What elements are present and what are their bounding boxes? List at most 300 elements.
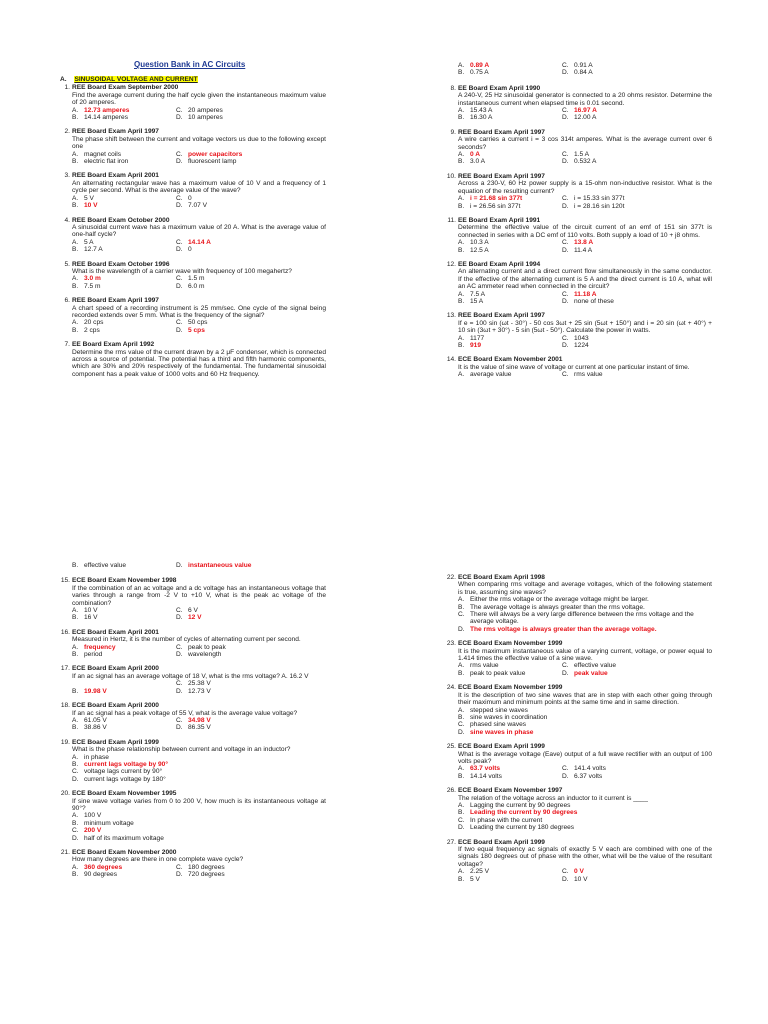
options-grid bbox=[458, 662, 712, 677]
option-letter: A. bbox=[458, 706, 465, 714]
exam-source: ECE Board Exam April 1999 bbox=[458, 838, 545, 846]
options-grid bbox=[72, 151, 326, 166]
option-correct bbox=[72, 864, 176, 871]
question-item bbox=[446, 787, 712, 831]
option-text: peak to peak value bbox=[470, 669, 526, 677]
option-text: 10 V bbox=[84, 202, 98, 210]
question-text: Measured in Hertz, it is the number of cycles of alternating current per second. bbox=[72, 636, 301, 644]
option bbox=[458, 114, 562, 121]
option bbox=[176, 275, 326, 282]
question-number: 19. bbox=[60, 738, 70, 746]
section-label: SINUSOIDAL VOLTAGE AND CURRENT bbox=[74, 76, 198, 83]
option-text: 919 bbox=[470, 342, 482, 349]
option-text: instantaneous value bbox=[188, 562, 252, 569]
options-grid bbox=[72, 680, 326, 695]
option-text: 14.14 amperes bbox=[84, 114, 128, 122]
option bbox=[72, 768, 326, 775]
exam-source: EE Board Exam April 1992 bbox=[72, 341, 155, 349]
option bbox=[72, 607, 176, 614]
option-text: 16 V bbox=[84, 614, 98, 622]
option-letter: B. bbox=[458, 603, 465, 611]
exam-source: ECE Board Exam November 1999 bbox=[458, 640, 563, 648]
option-letter: D. bbox=[562, 158, 569, 166]
option bbox=[72, 562, 176, 569]
option-text: 360 degrees bbox=[84, 863, 123, 871]
option-letter: A. bbox=[72, 716, 79, 724]
exam-source: ECE Board Exam April 2001 bbox=[72, 628, 159, 636]
option-letter: D. bbox=[176, 202, 183, 210]
section-heading bbox=[60, 76, 326, 83]
options-grid bbox=[458, 195, 712, 210]
option-letter: B. bbox=[72, 158, 79, 166]
option bbox=[72, 651, 176, 658]
option-letter: D. bbox=[562, 297, 569, 305]
option-letter: A. bbox=[72, 753, 79, 761]
option-letter: D. bbox=[562, 669, 569, 677]
question-text: The relation of the voltage across an inductor to it current is ____ bbox=[458, 794, 648, 802]
option-correct bbox=[176, 239, 326, 246]
option-letter: A. bbox=[458, 801, 465, 809]
option-letter: C. bbox=[562, 239, 569, 247]
question-number: 2. bbox=[64, 128, 70, 136]
option-text: 0.89 A bbox=[470, 62, 490, 69]
option-letter: D. bbox=[176, 282, 183, 290]
option-letter: B. bbox=[458, 246, 465, 254]
option bbox=[72, 614, 176, 621]
question-item bbox=[446, 85, 712, 122]
option bbox=[458, 604, 712, 611]
option bbox=[72, 754, 326, 761]
question-text: If sine wave voltage varies from 0 to 200 V, how much is its instantaneous voltage at 90°? bbox=[72, 797, 326, 812]
option-letter: A. bbox=[458, 371, 465, 379]
option bbox=[562, 195, 712, 202]
column-top-left bbox=[60, 76, 326, 385]
question-number: 23. bbox=[446, 640, 456, 648]
question-item bbox=[60, 739, 326, 783]
option bbox=[562, 765, 712, 772]
option-letter: B. bbox=[458, 713, 465, 721]
option bbox=[72, 114, 176, 121]
question-item bbox=[446, 574, 712, 633]
option-text: Leading the current by 180 degrees bbox=[470, 824, 575, 832]
option bbox=[72, 319, 176, 326]
option-text: 13.8 A bbox=[574, 239, 594, 247]
option-letter: C. bbox=[562, 868, 569, 876]
option-text: 0.84 A bbox=[574, 69, 593, 77]
option-text: 5 cps bbox=[188, 326, 205, 334]
option-correct bbox=[72, 275, 176, 282]
option-text: 0 A bbox=[470, 151, 481, 159]
option-letter: A. bbox=[72, 319, 79, 327]
option bbox=[176, 871, 326, 878]
option-letter: B. bbox=[458, 158, 465, 166]
question-number: 16. bbox=[60, 628, 70, 636]
option bbox=[562, 158, 712, 165]
question-text: A 240-V, 25 Hz sinusoidal generator is connected to a 20 ohms resistor. Determine the instantaneous current when elapsed time is 0.01 second. bbox=[458, 92, 712, 107]
question-item bbox=[446, 640, 712, 677]
option-text: wavelength bbox=[188, 651, 222, 659]
option-text: 16.30 A bbox=[470, 114, 493, 122]
option-text: 1.5 A bbox=[574, 151, 590, 159]
option-letter: C. bbox=[562, 662, 569, 670]
option-text: 0.532 A bbox=[574, 158, 597, 166]
option-letter: A. bbox=[72, 275, 79, 283]
question-text: The phase shift between the current and voltage vectors us due to the following except one bbox=[72, 135, 326, 151]
option-letter: C. bbox=[562, 371, 569, 379]
option-text: 7.5 A bbox=[470, 290, 486, 298]
option-text: 200 V bbox=[84, 827, 102, 835]
exam-source: REE Board Exam September 2000 bbox=[72, 84, 179, 92]
exam-source: ECE Board Exam November 1995 bbox=[72, 790, 177, 798]
option-text: 12.73 amperes bbox=[84, 106, 130, 114]
question-number: 5. bbox=[64, 260, 70, 268]
option-letter: C. bbox=[562, 334, 569, 342]
option bbox=[562, 62, 712, 69]
option-text: sine waves in phase bbox=[470, 728, 534, 736]
option bbox=[176, 724, 326, 731]
option-text: The average voltage is always greater than the rms voltage. bbox=[470, 603, 645, 611]
question-text: If an ac signal has a peak voltage of 55 V, what is the average value voltage? bbox=[72, 709, 298, 717]
question-text: A sinusoidal current wave has a maximum value of 20 A. What is the average value of one-half cycle? bbox=[72, 223, 326, 239]
option-letter: C. bbox=[176, 643, 183, 651]
exam-source: ECE Board Exam November 1998 bbox=[72, 577, 177, 585]
option-text: 61.05 V bbox=[84, 716, 107, 724]
option-letter: D. bbox=[562, 772, 569, 780]
option-text: 16.97 A bbox=[574, 107, 597, 115]
question-item bbox=[446, 684, 712, 736]
option bbox=[562, 662, 712, 669]
option-correct bbox=[176, 562, 326, 569]
option-text: 11.4 A bbox=[574, 246, 593, 254]
option-letter: B. bbox=[72, 202, 79, 210]
option-text: current lags voltage by 180° bbox=[84, 775, 166, 783]
options-grid bbox=[72, 195, 326, 210]
option bbox=[562, 247, 712, 254]
option-letter: D. bbox=[176, 562, 183, 569]
option-letter: A. bbox=[458, 334, 465, 342]
option-text: frequency bbox=[84, 643, 116, 651]
option-letter: B. bbox=[458, 875, 465, 883]
option-letter: A. bbox=[458, 239, 465, 247]
question-item bbox=[60, 702, 326, 732]
option-correct bbox=[562, 868, 712, 875]
question-item bbox=[60, 172, 326, 209]
option bbox=[458, 69, 562, 76]
option-text: 6 V bbox=[188, 607, 198, 615]
option bbox=[458, 239, 562, 246]
option-letter: B. bbox=[72, 819, 79, 827]
option-correct bbox=[72, 644, 176, 651]
option bbox=[458, 721, 712, 728]
exam-source: REE Board Exam April 1997 bbox=[72, 297, 159, 305]
option-letter: D. bbox=[562, 342, 569, 349]
exam-source: REE Board Exam October 2000 bbox=[72, 216, 170, 224]
option bbox=[176, 864, 326, 871]
question-text: When comparing rms voltage and average voltages, which of the following statement is true, assuming sine waves? bbox=[458, 581, 712, 596]
question-text: A chart speed of a recording instrument is 25 mm/sec. One cycle of the signal being recorded extends over 5 mm. What is the frequency of the signal? bbox=[72, 304, 326, 319]
option-letter: A. bbox=[72, 238, 79, 246]
option-letter: B. bbox=[72, 326, 79, 334]
option-text: period bbox=[84, 651, 103, 659]
option-text: 0 bbox=[188, 194, 192, 202]
option-letter: D. bbox=[562, 875, 569, 883]
options-grid bbox=[72, 717, 326, 732]
option-text: There will always be a very large difference between the rms voltage and the average voltage. bbox=[470, 611, 694, 626]
question-text: If the combination of an ac voltage and a dc voltage has an instantaneous voltage that varies through a range from -2 V to +10 V, what is the peak ac voltage of the combination? bbox=[72, 584, 326, 607]
option-letter: B. bbox=[72, 871, 79, 879]
option-letter: D. bbox=[176, 326, 183, 334]
question-number: 24. bbox=[446, 684, 456, 692]
option-correct bbox=[458, 626, 712, 633]
option-letter: C. bbox=[458, 721, 465, 729]
exam-source: ECE Board Exam April 1999 bbox=[458, 743, 545, 751]
options-grid bbox=[72, 107, 326, 122]
option bbox=[176, 107, 326, 114]
option bbox=[72, 195, 176, 202]
option-letter: D. bbox=[176, 158, 183, 166]
option bbox=[72, 246, 176, 253]
option-text: 141.4 volts bbox=[574, 765, 606, 773]
exam-source: ECE Board Exam November 1999 bbox=[458, 684, 563, 692]
options-list bbox=[458, 802, 712, 832]
option-text: 1177 bbox=[470, 334, 485, 342]
option-letter: A. bbox=[458, 290, 465, 298]
options-grid bbox=[458, 239, 712, 254]
option-letter: B. bbox=[72, 114, 79, 122]
option bbox=[562, 203, 712, 210]
column-bottom-left bbox=[60, 562, 326, 886]
option bbox=[458, 107, 562, 114]
options-grid bbox=[458, 291, 712, 306]
option-letter: A. bbox=[458, 868, 465, 876]
option-letter: A. bbox=[458, 62, 465, 69]
option-correct bbox=[176, 717, 326, 724]
question-item bbox=[446, 129, 712, 166]
option-letter: B. bbox=[72, 724, 79, 732]
option-letter: B. bbox=[72, 651, 79, 659]
question-item bbox=[60, 217, 326, 254]
question-number: 17. bbox=[60, 665, 70, 673]
options-grid bbox=[72, 607, 326, 622]
option-letter: D. bbox=[458, 728, 465, 736]
option-letter bbox=[72, 680, 84, 687]
option-text: power capacitors bbox=[188, 150, 243, 158]
question-item bbox=[446, 839, 712, 883]
option bbox=[458, 662, 562, 669]
option-text: 14.14 volts bbox=[470, 772, 502, 780]
option-letter: D. bbox=[458, 625, 465, 633]
option bbox=[458, 876, 562, 883]
option-correct bbox=[458, 809, 712, 816]
question-text: If e = 100 sin (ωt - 30°) - 50 cos 3ωt + 25 sin (5ωt + 150°) and i = 20 sin (ωt + 40°) + 10 sin (3ωt + 30°) - 5 sin (5ωt - 50°). Calculate the power in watts. bbox=[458, 319, 712, 335]
question-item bbox=[60, 341, 326, 378]
option-text: 50 cps bbox=[188, 319, 208, 327]
option bbox=[176, 114, 326, 121]
option bbox=[176, 195, 326, 202]
option bbox=[72, 680, 176, 687]
option bbox=[176, 651, 326, 658]
option-text: 1.5 m bbox=[188, 275, 205, 283]
option bbox=[458, 247, 562, 254]
question-item bbox=[60, 665, 326, 695]
column-top-right bbox=[446, 62, 712, 386]
option bbox=[72, 871, 176, 878]
question-text: How many degrees are there in one complete wave cycle? bbox=[72, 856, 244, 864]
option bbox=[562, 773, 712, 780]
options-list bbox=[458, 707, 712, 737]
option-correct bbox=[562, 291, 712, 298]
option bbox=[72, 835, 326, 842]
option-text: 20 cps bbox=[84, 319, 104, 327]
option-letter: C. bbox=[562, 290, 569, 298]
options-grid bbox=[72, 644, 326, 659]
option-letter: C. bbox=[562, 151, 569, 159]
exam-source: EE Board Exam April 1991 bbox=[458, 216, 541, 224]
option bbox=[458, 714, 712, 721]
question-item bbox=[446, 173, 712, 210]
option-letter: C. bbox=[562, 62, 569, 69]
question-number: 9. bbox=[450, 128, 456, 136]
option-text: 20 amperes bbox=[188, 106, 223, 114]
option-letter: B. bbox=[458, 809, 465, 817]
option-letter: C. bbox=[72, 768, 79, 776]
question-item bbox=[60, 790, 326, 842]
option-text: 2.25 V bbox=[470, 868, 490, 876]
option bbox=[72, 327, 176, 334]
option bbox=[72, 283, 176, 290]
option-correct bbox=[458, 195, 562, 202]
question-number: 14. bbox=[446, 356, 456, 364]
option-text: rms value bbox=[574, 371, 603, 379]
options-grid bbox=[458, 765, 712, 780]
option-letter: A. bbox=[72, 150, 79, 158]
option bbox=[458, 596, 712, 603]
options-grid bbox=[72, 864, 326, 879]
option-letter: D. bbox=[176, 614, 183, 622]
question-item bbox=[60, 297, 326, 334]
option-letter: C. bbox=[176, 238, 183, 246]
options-grid bbox=[458, 868, 712, 883]
option bbox=[176, 688, 326, 695]
question-number: 6. bbox=[64, 297, 70, 305]
option bbox=[72, 158, 176, 165]
option-text: i = 28.16 sin 120t bbox=[574, 202, 625, 210]
option-letter: C. bbox=[176, 319, 183, 327]
option-letter: D. bbox=[562, 202, 569, 210]
exam-source: REE Board Exam April 1997 bbox=[458, 172, 545, 180]
option-correct bbox=[458, 342, 562, 349]
option bbox=[72, 724, 176, 731]
option-letter: C. bbox=[562, 195, 569, 203]
question-text: It is the description of two sine waves that are in step with each other going through their maximum and minimum points at the same time and in same direction. bbox=[458, 691, 712, 707]
options-grid bbox=[72, 319, 326, 334]
question-item bbox=[60, 128, 326, 165]
option-correct bbox=[562, 239, 712, 246]
option bbox=[176, 644, 326, 651]
options-grid bbox=[72, 275, 326, 290]
option-letter: D. bbox=[176, 114, 183, 122]
option-correct bbox=[72, 107, 176, 114]
option-text: current lags voltage by 90° bbox=[84, 760, 168, 768]
option-correct bbox=[458, 62, 562, 69]
option-letter: B. bbox=[72, 282, 79, 290]
option bbox=[458, 670, 562, 677]
exam-source: EE Board Exam April 1994 bbox=[458, 260, 541, 268]
option-correct bbox=[458, 729, 712, 736]
question-number: 15. bbox=[60, 577, 70, 585]
option bbox=[72, 239, 176, 246]
question-text: If an ac signal has an average voltage of 18 V, what is the rms voltage? A. 16.2 V bbox=[72, 672, 309, 680]
question-number: 20. bbox=[60, 790, 70, 798]
question-number: 26. bbox=[446, 787, 456, 795]
question-item bbox=[446, 312, 712, 349]
option-text: average value bbox=[470, 371, 512, 379]
question-item bbox=[60, 577, 326, 621]
option-correct bbox=[176, 327, 326, 334]
option-correct bbox=[72, 202, 176, 209]
question-number: 27. bbox=[446, 838, 456, 846]
option-correct bbox=[176, 614, 326, 621]
option-letter: C. bbox=[176, 680, 183, 688]
question-text: What is the phase relationship between current and voltage in an inductor? bbox=[72, 746, 291, 754]
question-item bbox=[60, 84, 326, 121]
option-letter: D. bbox=[458, 824, 465, 832]
option-letter: C. bbox=[458, 611, 465, 619]
option-text: peak to peak bbox=[188, 643, 226, 651]
option-text: The rms voltage is always greater than the average voltage. bbox=[470, 625, 657, 633]
option bbox=[72, 820, 326, 827]
question-text: Determine the rms value of the current drawn by a 2 μF condenser, which is connected across a source of potential. The potential has a third and fifth harmonic components, which are 30% and 20% respectively of the fundamental. The fundamental sinusoidal component has a peak value of 1000 volts and 60 Hz frequency. bbox=[72, 348, 326, 378]
option-text: 11.18 A bbox=[574, 290, 597, 298]
option-letter: B. bbox=[458, 342, 465, 349]
option-text: phased sine waves bbox=[470, 721, 527, 729]
question-item bbox=[60, 261, 326, 291]
option-correct bbox=[176, 151, 326, 158]
question-item bbox=[446, 356, 712, 378]
option-text: 12 V bbox=[188, 614, 202, 622]
option-text: 90 degrees bbox=[84, 871, 117, 879]
option bbox=[562, 371, 712, 378]
option-correct bbox=[458, 765, 562, 772]
option-letter: B. bbox=[72, 246, 79, 254]
option-text: 38.86 V bbox=[84, 724, 107, 732]
question-text: Find the average current during the half cycle given the instantaneous maximum value of 20 amperes. bbox=[72, 91, 326, 107]
option-text: in phase bbox=[84, 753, 109, 761]
option-letter: C. bbox=[458, 816, 465, 824]
option bbox=[458, 773, 562, 780]
option-text: 720 degrees bbox=[188, 871, 225, 879]
option-correct bbox=[72, 827, 326, 834]
option-text: 7.07 V bbox=[188, 202, 208, 210]
exam-source: ECE Board Exam April 1999 bbox=[72, 738, 159, 746]
option-letter: A. bbox=[72, 106, 79, 114]
option bbox=[458, 868, 562, 875]
options-grid bbox=[458, 371, 712, 378]
option-letter: A. bbox=[458, 765, 465, 773]
option bbox=[458, 802, 712, 809]
question-number: 12. bbox=[446, 260, 456, 268]
option-text: voltage lags current by 90° bbox=[84, 768, 163, 776]
option-letter: C. bbox=[176, 863, 183, 871]
question-text: What is the wavelength of a carrier wave with frequency of 100 megahertz? bbox=[72, 267, 292, 275]
option bbox=[176, 202, 326, 209]
option-text: 19.98 V bbox=[84, 687, 107, 695]
exam-source: ECE Board Exam April 1998 bbox=[458, 574, 545, 581]
option-letter: C. bbox=[72, 827, 79, 835]
option-text: half of its maximum voltage bbox=[84, 834, 164, 842]
option-letter: C. bbox=[562, 765, 569, 773]
option bbox=[562, 335, 712, 342]
